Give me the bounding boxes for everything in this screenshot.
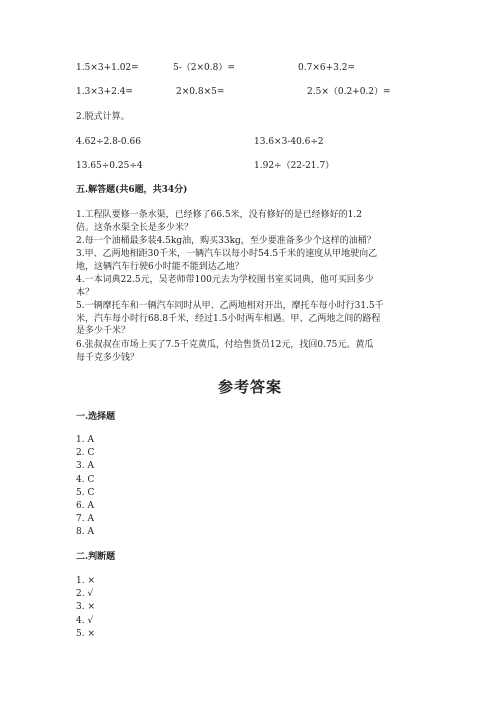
answer-item: 5. × xyxy=(76,628,95,639)
answer-item: 2. C xyxy=(76,448,95,459)
answer-item: 6. A xyxy=(76,501,94,512)
answer-item: 1. A xyxy=(76,435,94,445)
answer-item: 4. √ xyxy=(76,615,94,626)
calc-item: 5-（2×0.8）= xyxy=(173,63,235,73)
answer-item: 1. × xyxy=(76,576,95,586)
answer-item: 3. × xyxy=(76,602,95,613)
problem-line: 1.工程队要修一条水渠，已经修了66.5米，没有修好的是已经修好的1.2 xyxy=(76,210,362,220)
problem-3 xyxy=(76,248,416,273)
problem-line: 地，这辆汽车行驶6小时能不能到达乙地？ xyxy=(76,261,244,272)
answer-item: 2. √ xyxy=(76,589,94,600)
calc-item: 1.5×3+1.02= xyxy=(76,63,139,73)
tuoshi-item: 4.62÷2.8-0.66 xyxy=(76,137,141,147)
problem-line: 是多少千米？ xyxy=(76,326,131,336)
answer-item: 4. C xyxy=(76,474,95,485)
tuoshi-item: 1.92÷（22-21.7） xyxy=(254,161,335,171)
answer-section-judge: 二.判断题 xyxy=(76,552,116,562)
calc-item: 2×0.8×5= xyxy=(176,87,225,97)
calc-item: 1.3×3+2.4= xyxy=(76,87,133,97)
answer-list-judge xyxy=(76,575,95,641)
answer-item: 8. A xyxy=(76,527,94,538)
answer-item: 3. A xyxy=(76,461,94,472)
section-heading-five: 五.解答题(共6题，共34分) xyxy=(76,185,188,195)
problem-2 xyxy=(76,235,416,248)
calc-item: 0.7×6+3.2= xyxy=(298,63,355,73)
problem-line: 本？ xyxy=(76,287,95,298)
problem-line: 2.每一个油桶最多装4.5kg油，购买33kg，至少要准备多少个这样的油桶？ xyxy=(76,236,376,246)
problem-line: 4.一本词典22.5元，吴老师带100元去为学校图书室买词典，他可买回多少 xyxy=(76,275,374,285)
tuoshi-item: 13.6×3-40.6÷2 xyxy=(254,137,324,147)
problem-line: 5.一辆摩托车和一辆汽车同时从甲、乙两地相对开出，摩托车每小时行31.5千 xyxy=(76,301,384,311)
section-heading-tuoshi: 2.脱式计算。 xyxy=(76,112,130,122)
answer-item: 7. A xyxy=(76,514,94,525)
problem-6 xyxy=(76,339,416,364)
problem-line: 倍。这条水渠全长是多少米？ xyxy=(76,222,194,233)
answer-list-choice xyxy=(76,434,94,540)
problem-5 xyxy=(76,300,416,338)
problem-line: 3.甲、乙两地相距30千米，一辆汽车以每小时54.5千米的速度从甲地驶向乙 xyxy=(76,249,378,259)
answer-section-choice: 一.选择题 xyxy=(76,412,116,422)
problem-line: 米，汽车每小时行68.8千米，经过1.5小时两车相遇。甲、乙两地之间的路程 xyxy=(76,313,381,324)
problem-1 xyxy=(76,209,416,234)
calc-item: 2.5×（0.2+0.2）= xyxy=(307,87,391,97)
problem-line: 每千克多少钱？ xyxy=(76,352,140,363)
problem-line: 6.张叔叔在市场上买了7.5千克黄瓜，付给售货员12元，找回0.75元。黄瓜 xyxy=(76,340,374,350)
answer-title: 参考答案 xyxy=(217,378,282,396)
answer-item: 5. C xyxy=(76,487,95,498)
problem-4 xyxy=(76,274,416,299)
tuoshi-item: 13.65÷0.25÷4 xyxy=(76,161,143,171)
